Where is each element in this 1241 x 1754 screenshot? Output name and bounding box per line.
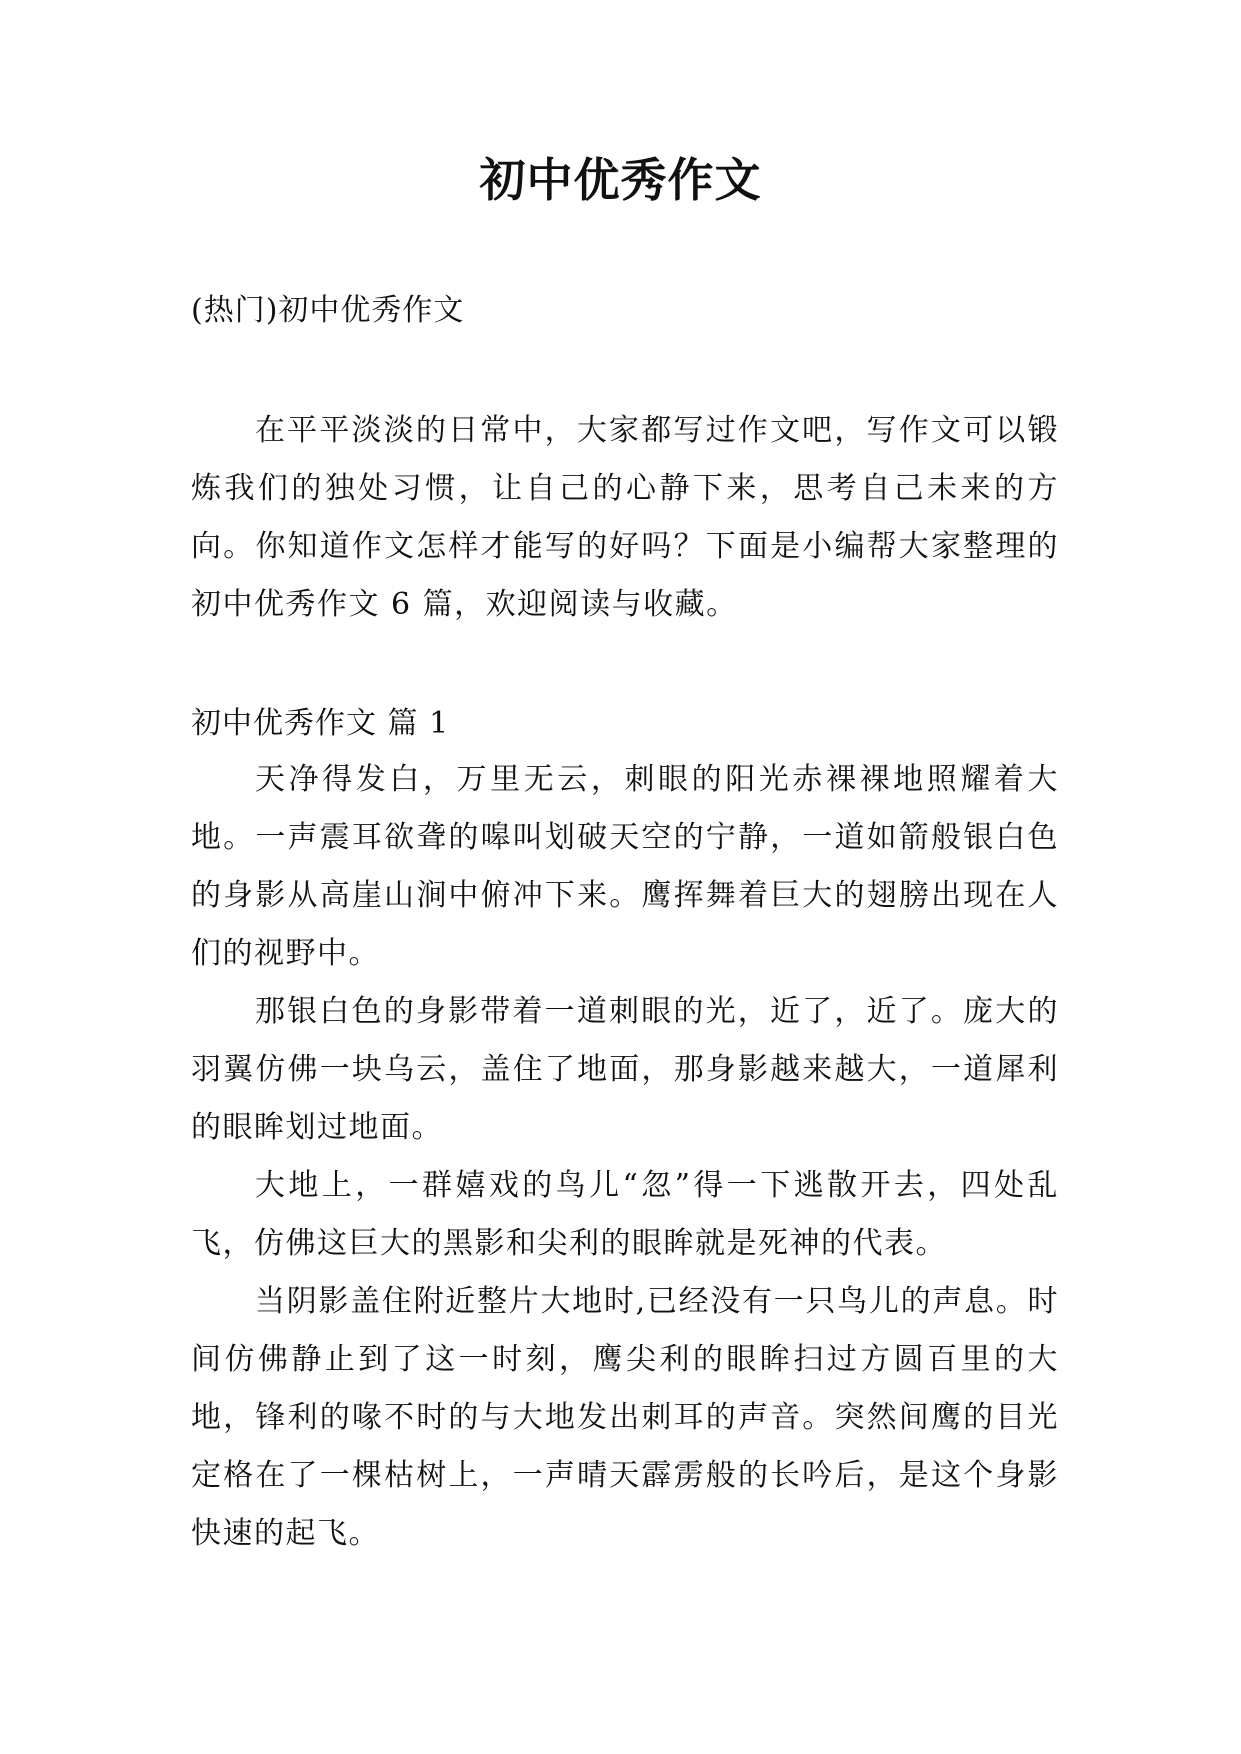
essay-paragraph: 天净得发白，万里无云，刺眼的阳光赤裸裸地照耀着大地。一声震耳欲聋的嗥叫划破天空的宁静，一道如箭般银白色的身影从高崖山涧中俯冲下来。鹰挥舞着巨大的翅膀出现在人们的视野中。: [191, 762, 1059, 971]
intro-paragraph: 在平平淡淡的日常中，大家都写过作文吧，写作文可以锻炼我们的独处习惯，让自己的心静下来，思考自己未来的方向。你知道作文怎样才能写的好吗？下面是小编帮大家整理的初中优秀作文 6 篇，欢迎阅读与收藏。: [191, 413, 1059, 622]
document-title: 初中优秀作文: [479, 153, 762, 207]
essay-paragraph: 当阴影盖住附近整片大地时,已经没有一只鸟儿的声息。时间仿佛静止到了这一时刻，鹰尖利的眼眸扫过方圆百里的大地，锋利的喙不时的与大地发出刺耳的声音。突然间鹰的目光定格在了一棵枯树上，一声晴天霹雳般的长吟后，是这个身影快速的起飞。: [191, 1284, 1059, 1551]
essay-section: [191, 695, 1059, 1563]
document-subtitle: (热门)初中优秀作文: [191, 293, 465, 328]
section-heading: 初中优秀作文 篇 1: [191, 706, 450, 741]
essay-paragraph: 大地上，一群嬉戏的鸟儿“忽”得一下逃散开去，四处乱飞，仿佛这巨大的黑影和尖利的眼眸就是死神的代表。: [191, 1168, 1059, 1261]
intro-block: [191, 402, 1059, 634]
essay-paragraph: 那银白色的身影带着一道刺眼的光，近了，近了。庞大的羽翼仿佛一块乌云，盖住了地面，那身影越来越大，一道犀利的眼眸划过地面。: [191, 994, 1059, 1145]
